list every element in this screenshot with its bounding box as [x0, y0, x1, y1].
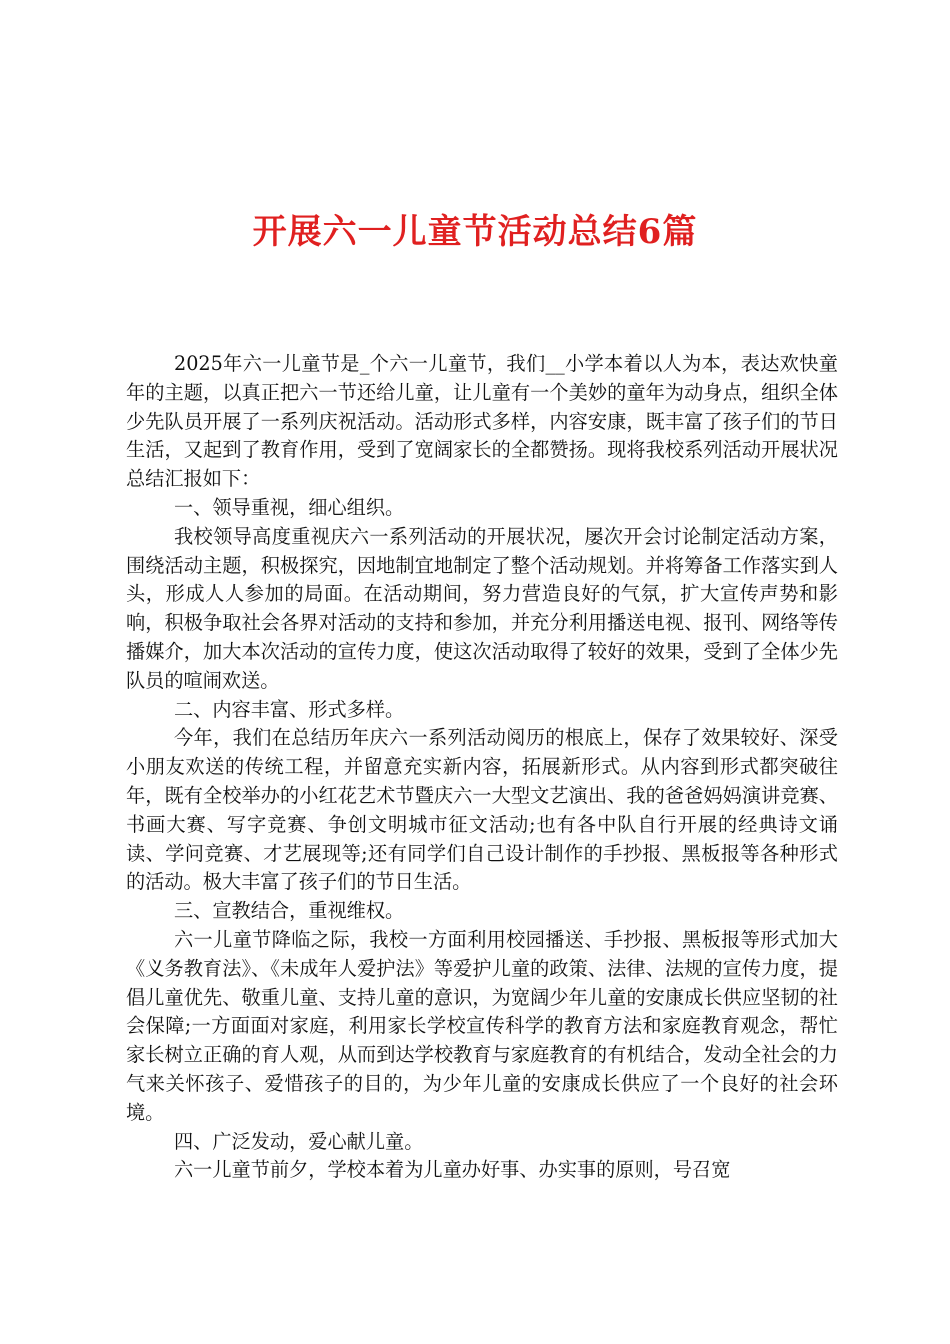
paragraph-section-4: 六一儿童节前夕，学校本着为儿童办好事、办实事的原则，号召宽	[174, 1158, 731, 1182]
paragraph-intro: 2025年六一儿童节是_个六一儿童节，我们__小学本着以人为本，表达欢快童年的主题，以真正把六一节还给儿童，让儿童有一个美妙的童年为动身点，组织全体少先队员开展了一系列庆祝活动。活动形式多样，内容安康，既丰富了孩子们的节日生活，又起到了教育作用，受到了宽阔家长的全都赞扬。现将我校系列活动开展状况总结汇报如下：	[126, 352, 838, 491]
paragraph-section-3: 六一儿童节降临之际，我校一方面利用校园播送、手抄报、黑板报等形式加大《义务教育法》、《未成年人爱护法》等爱护儿童的政策、法律、法规的宣传力度，提倡儿童优先、敬重儿童、支持儿童的意识，为宽阔少年儿童的安康成长供应坚韧的社会保障;一方面面对家庭，利用家长学校宣传科学的教育方法和家庭教育观念，帮忙家长树立正确的育人观，从而到达学校教育与家庭教育的有机结合，发动全社会的力气来关怀孩子、爱惜孩子的目的，为少年儿童的安康成长供应了一个良好的社会环境。	[126, 927, 838, 1124]
document-title: 开展六一儿童节活动总结6篇	[252, 212, 698, 252]
paragraph-section-1: 我校领导高度重视庆六一系列活动的开展状况，屡次开会讨论制定活动方案，围绕活动主题，积极探究，因地制宜地制定了整个活动规划。并将筹备工作落实到人头，形成人人参加的局面。在活动期间，努力营造良好的气氛，扩大宣传声势和影响，积极争取社会各界对活动的支持和参加，并充分利用播送电视、报刊、网络等传播媒介，加大本次活动的宣传力度，使这次活动取得了较好的效果，受到了全体少先队员的喧闹欢送。	[126, 524, 838, 692]
section-heading-4: 四、广泛发动，爱心献儿童。	[174, 1129, 424, 1153]
paragraph-section-2: 今年，我们在总结历年庆六一系列活动阅历的根底上，保存了效果较好、深受小朋友欢送的传统工程，并留意充实新内容，拓展新形式。从内容到形式都突破往年，既有全校举办的小红花艺术节暨庆六一大型文艺演出、我的爸爸妈妈演讲竞赛、书画大赛、写字竞赛、争创文明城市征文活动;也有各中队自行开展的经典诗文诵读、学问竞赛、才艺展现等;还有同学们自己设计制作的手抄报、黑板报等各种形式的活动。极大丰富了孩子们的节日生活。	[126, 726, 838, 894]
section-heading-3: 三、宣教结合，重视维权。	[174, 899, 405, 923]
section-heading-2: 二、内容丰富、形式多样。	[174, 697, 405, 721]
section-heading-1: 一、领导重视，细心组织。	[174, 495, 405, 519]
document-body	[126, 350, 838, 1185]
